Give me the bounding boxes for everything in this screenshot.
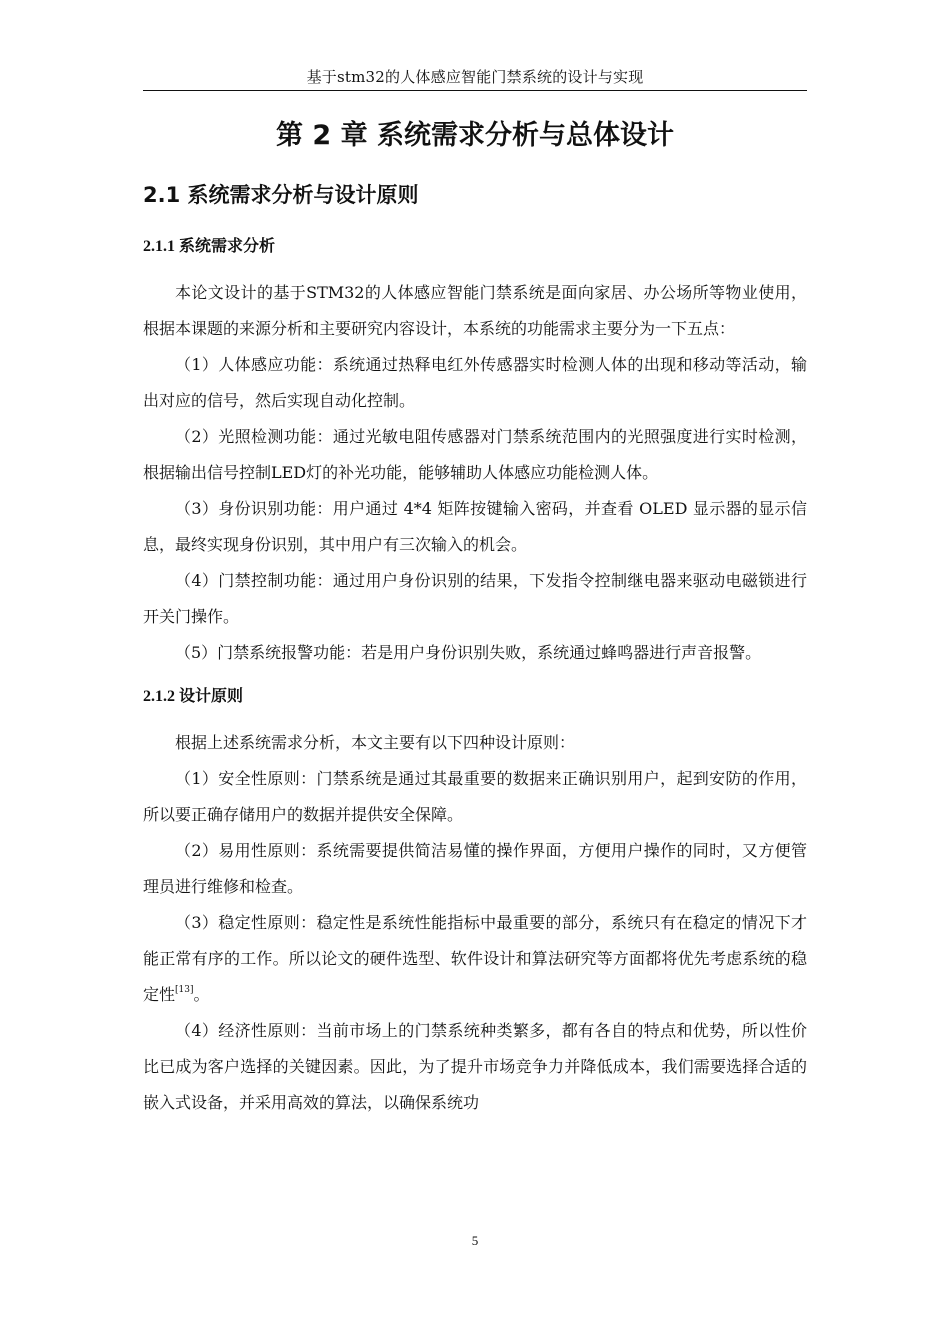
principle-item-3-text: （3）稳定性原则：稳定性是系统性能指标中最重要的部分，系统只有在稳定的情况下才能正常有序的工作。所以论文的硬件选型、软件设计和算法研究等方面都将优先考虑系统的稳定性 [143, 913, 807, 1004]
principle-item-3-end: 。 [193, 985, 210, 1004]
section-2-1-1-title: 2.1.1 系统需求分析 [143, 238, 276, 255]
principle-item-3 [143, 905, 807, 1013]
requirement-item-1: （1）人体感应功能：系统通过热释电红外传感器实时检测人体的出现和移动等活动，输出对应的信号，然后实现自动化控制。 [143, 355, 807, 410]
page-number: 5 [471, 1233, 479, 1248]
requirement-item-3: （3）身份识别功能：用户通过 4*4 矩阵按键输入密码，并查看 OLED 显示器的显示信息，最终实现身份识别，其中用户有三次输入的机会。 [143, 499, 807, 554]
principle-item-4: （4）经济性原则：当前市场上的门禁系统种类繁多，都有各自的特点和优势，所以性价比已成为客户选择的关键因素。因此，为了提升市场竞争力并降低成本，我们需要选择合适的嵌入式设备，并采用高效的算法，以确保系统功 [143, 1021, 807, 1112]
principles-intro: 根据上述系统需求分析，本文主要有以下四种设计原则： [175, 733, 576, 752]
header-rule [143, 90, 807, 91]
paragraph-intro: 本论文设计的基于STM32的人体感应智能门禁系统是面向家居、办公场所等物业使用，根据本课题的来源分析和主要研究内容设计，本系统的功能需求主要分为一下五点： [143, 283, 807, 338]
section-2-1-2-title: 2.1.2 设计原则 [143, 688, 244, 705]
principle-item-1: （1）安全性原则：门禁系统是通过其最重要的数据来正确识别用户，起到安防的作用，所以要正确存储用户的数据并提供安全保障。 [143, 769, 807, 824]
principle-item-2: （2）易用性原则：系统需要提供简洁易懂的操作界面，方便用户操作的同时，又方便管理员进行维修和检查。 [143, 841, 807, 896]
running-header: 基于stm32的人体感应智能门禁系统的设计与实现 [306, 68, 644, 86]
page-content [143, 110, 807, 1121]
chapter-title: 第 2 章 系统需求分析与总体设计 [276, 120, 674, 151]
requirement-item-5: （5）门禁系统报警功能：若是用户身份识别失败，系统通过蜂鸣器进行声音报警。 [175, 643, 762, 662]
requirement-item-2: （2）光照检测功能：通过光敏电阻传感器对门禁系统范围内的光照强度进行实时检测，根据输出信号控制LED灯的补光功能，能够辅助人体感应功能检测人体。 [143, 427, 807, 482]
citation: [13] [175, 985, 194, 995]
section-2-1-title: 2.1 系统需求分析与设计原则 [143, 183, 419, 207]
requirement-item-4: （4）门禁控制功能：通过用户身份识别的结果，下发指令控制继电器来驱动电磁锁进行开关门操作。 [143, 571, 807, 626]
